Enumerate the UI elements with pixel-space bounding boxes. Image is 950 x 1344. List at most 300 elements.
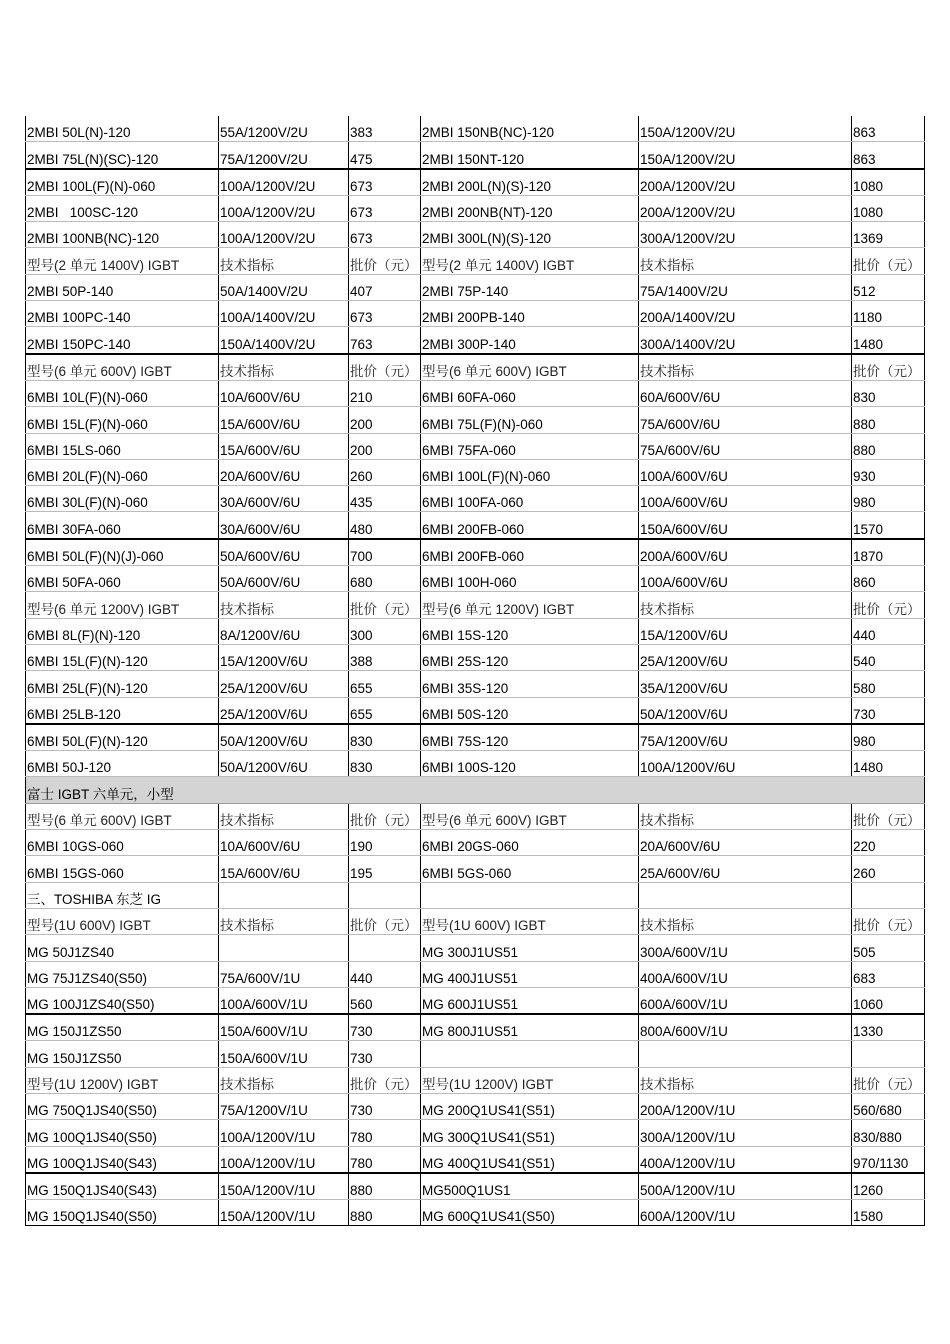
spec-cell	[639, 1041, 852, 1067]
table-row	[26, 724, 925, 751]
cell-text: 500A/1200V/1U	[640, 1183, 736, 1199]
header-cell	[852, 592, 925, 618]
cell-text: 505	[853, 944, 876, 960]
header-row	[26, 354, 925, 381]
model-cell	[421, 644, 639, 670]
spec-cell	[639, 644, 852, 670]
spec-cell	[219, 459, 349, 485]
spec-cell	[639, 987, 852, 1014]
spec-cell	[639, 301, 852, 327]
cell-text: 300	[350, 627, 373, 643]
cell-text: 6MBI 50S-120	[422, 706, 509, 722]
cell-text: 75A/1200V/1U	[220, 1103, 308, 1119]
spec-cell	[219, 407, 349, 433]
cell-text: 60A/600V/6U	[640, 390, 721, 406]
price-cell	[852, 327, 925, 354]
cell-text: 25A/1200V/6U	[220, 680, 308, 696]
cell-text: 6MBI 25L(F)(N)-120	[27, 680, 148, 696]
cell-text: 25A/1200V/6U	[220, 706, 308, 722]
cell-text: 批价（元）	[853, 257, 921, 273]
model-cell	[26, 116, 219, 142]
cell-text: 200A/1400V/2U	[640, 310, 736, 326]
model-cell	[26, 987, 219, 1014]
cell-text: 800A/600V/1U	[640, 1024, 728, 1040]
model-cell	[26, 486, 219, 512]
cell-text: 860	[853, 575, 876, 591]
cell-text: 100A/1200V/2U	[220, 205, 316, 221]
price-cell	[349, 301, 421, 327]
cell-text: 30A/600V/6U	[220, 495, 301, 511]
price-list-sheet	[25, 116, 924, 1226]
cell-text: 2MBI 150PC-140	[27, 336, 131, 352]
model-cell	[26, 459, 219, 485]
cell-text: 50A/1200V/6U	[640, 706, 728, 722]
table-row	[26, 830, 925, 856]
cell-text: 6MBI 5GS-060	[422, 865, 512, 881]
cell-text: 6MBI 50FA-060	[27, 575, 121, 591]
spec-cell	[219, 142, 349, 169]
cell-text: 673	[350, 205, 373, 221]
cell-text: 50A/600V/6U	[220, 549, 301, 565]
price-cell	[349, 222, 421, 248]
cell-text: 880	[350, 1209, 373, 1225]
model-cell	[421, 1041, 639, 1067]
price-cell	[852, 459, 925, 485]
spec-cell	[219, 116, 349, 142]
cell-text: 388	[350, 654, 373, 670]
price-cell	[349, 433, 421, 459]
price-cell	[349, 1173, 421, 1200]
cell-text: 6MBI 30FA-060	[27, 521, 121, 537]
cell-text: 1570	[853, 521, 884, 537]
spec-cell	[219, 751, 349, 777]
price-cell	[852, 512, 925, 539]
table-row	[26, 751, 925, 777]
price-cell	[349, 987, 421, 1014]
cell-text: 700	[350, 549, 373, 565]
cell-text: 6MBI 20L(F)(N)-060	[27, 469, 148, 485]
cell-text: 6MBI 10GS-060	[27, 839, 124, 855]
price-cell	[852, 195, 925, 221]
price-cell	[349, 856, 421, 882]
table-row	[26, 1120, 925, 1146]
cell-text: 830	[350, 760, 373, 776]
cell-text: MG 150J1ZS50	[27, 1050, 122, 1066]
header-cell	[639, 1067, 852, 1093]
cell-text: 15A/600V/6U	[220, 865, 301, 881]
header-cell	[349, 592, 421, 618]
spec-cell	[219, 1146, 349, 1173]
price-cell	[852, 539, 925, 566]
model-cell	[26, 512, 219, 539]
header-row	[26, 248, 925, 274]
spec-cell	[219, 856, 349, 882]
spec-cell	[219, 222, 349, 248]
spec-cell	[219, 486, 349, 512]
model-cell	[421, 142, 639, 169]
spec-cell	[219, 961, 349, 987]
cell-text: MG 200Q1US41(S51)	[422, 1103, 555, 1119]
cell-text: 6MBI 15GS-060	[27, 865, 124, 881]
cell-text: 批价（元）	[853, 601, 921, 617]
header-cell	[421, 248, 639, 274]
cell-text: 1369	[853, 231, 884, 247]
price-cell	[852, 856, 925, 882]
table-row	[26, 697, 925, 724]
model-cell	[26, 1200, 219, 1226]
cell-text: 技术指标	[220, 1076, 274, 1092]
model-cell	[421, 1014, 639, 1041]
cell-text: 6MBI 100L(F)(N)-060	[422, 469, 551, 485]
cell-text: MG 150J1ZS50	[27, 1024, 122, 1040]
model-cell	[421, 935, 639, 961]
price-cell	[852, 1120, 925, 1146]
spec-cell	[639, 1200, 852, 1226]
header-cell	[219, 592, 349, 618]
section-title-text: 富士 IGBT 六单元，小型	[27, 786, 174, 802]
spec-cell	[219, 830, 349, 856]
cell-text: 6MBI 15L(F)(N)-060	[27, 416, 148, 432]
cell-text: 技术指标	[640, 601, 694, 617]
spec-cell	[219, 1014, 349, 1041]
cell-text: 2MBI 50L(N)-120	[27, 125, 131, 141]
cell-text: 100A/600V/6U	[640, 469, 728, 485]
model-cell	[421, 882, 639, 908]
model-cell	[26, 1173, 219, 1200]
header-cell	[852, 1067, 925, 1093]
price-cell	[852, 407, 925, 433]
spec-cell	[219, 644, 349, 670]
model-cell	[26, 830, 219, 856]
spec-cell	[219, 724, 349, 751]
cell-text: MG 400Q1US41(S51)	[422, 1155, 555, 1171]
spec-cell	[639, 433, 852, 459]
header-row	[26, 803, 925, 829]
price-cell	[852, 116, 925, 142]
cell-text: 1260	[853, 1183, 884, 1199]
table-row	[26, 380, 925, 406]
price-cell	[349, 1146, 421, 1173]
header-cell	[349, 803, 421, 829]
cell-text: 2MBI 300L(N)(S)-120	[422, 231, 552, 247]
header-cell	[349, 248, 421, 274]
table-row	[26, 618, 925, 644]
model-cell	[26, 1014, 219, 1041]
cell-text: 型号(6 单元 600V) IGBT	[27, 813, 172, 829]
cell-text: 512	[853, 284, 876, 300]
spec-cell	[639, 222, 852, 248]
spec-cell	[639, 856, 852, 882]
cell-text: 2MBI 100NB(NC)-120	[27, 231, 160, 247]
price-cell	[349, 566, 421, 592]
cell-text: 2MBI 200PB-140	[422, 310, 525, 326]
cell-text: 780	[350, 1129, 373, 1145]
cell-text: 300A/1200V/1U	[640, 1129, 736, 1145]
model-cell	[421, 1146, 639, 1173]
model-cell	[26, 1041, 219, 1067]
cell-text: MG 600J1US51	[422, 997, 519, 1013]
cell-text: 技术指标	[640, 1076, 694, 1092]
spec-cell	[219, 169, 349, 196]
header-cell	[26, 354, 219, 381]
cell-text: 260	[350, 469, 373, 485]
cell-text: 30A/600V/6U	[220, 521, 301, 537]
cell-text: 673	[350, 231, 373, 247]
cell-text: 150A/1200V/2U	[640, 151, 736, 167]
model-cell	[26, 222, 219, 248]
cell-text: 75A/600V/6U	[640, 442, 721, 458]
model-cell	[421, 433, 639, 459]
cell-text: 6MBI 50L(F)(N)(J)-060	[27, 549, 164, 565]
table-row	[26, 327, 925, 354]
cell-text: MG 100Q1JS40(S43)	[27, 1155, 157, 1171]
header-cell	[639, 803, 852, 829]
cell-text: 930	[853, 469, 876, 485]
cell-text: 型号(6 单元 1200V) IGBT	[27, 601, 180, 617]
price-cell	[852, 380, 925, 406]
price-cell	[852, 222, 925, 248]
cell-text: 1480	[853, 336, 884, 352]
cell-text: 100A/1200V/1U	[220, 1129, 316, 1145]
price-cell	[349, 116, 421, 142]
price-cell	[349, 486, 421, 512]
header-cell	[349, 1067, 421, 1093]
model-cell	[26, 751, 219, 777]
model-cell	[421, 1173, 639, 1200]
table-row	[26, 116, 925, 142]
cell-text: 批价（元）	[350, 257, 418, 273]
spec-cell	[219, 935, 349, 961]
cell-text: 150A/1200V/1U	[220, 1209, 316, 1225]
spec-cell	[219, 512, 349, 539]
spec-cell	[639, 195, 852, 221]
cell-text: 6MBI 25LB-120	[27, 706, 121, 722]
cell-text: 200A/1200V/2U	[640, 178, 736, 194]
spec-cell	[219, 566, 349, 592]
header-cell	[26, 592, 219, 618]
model-cell	[421, 169, 639, 196]
table-row	[26, 539, 925, 566]
cell-text: 200A/1200V/2U	[640, 205, 736, 221]
price-cell	[349, 671, 421, 697]
cell-text: 6MBI 60FA-060	[422, 390, 516, 406]
price-cell	[349, 407, 421, 433]
table-row	[26, 671, 925, 697]
cell-text: 190	[350, 839, 373, 855]
cell-text: 6MBI 75S-120	[422, 734, 509, 750]
cell-text: 560	[350, 997, 373, 1013]
price-cell	[349, 1093, 421, 1119]
header-row	[26, 592, 925, 618]
price-cell	[852, 618, 925, 644]
spec-cell	[639, 486, 852, 512]
spec-cell	[639, 142, 852, 169]
spec-cell	[219, 697, 349, 724]
cell-text: 6MBI 200FB-060	[422, 521, 525, 537]
table-row	[26, 512, 925, 539]
price-cell	[349, 1014, 421, 1041]
cell-text: 880	[350, 1183, 373, 1199]
cell-text: 200A/600V/6U	[640, 549, 728, 565]
price-cell	[852, 751, 925, 777]
cell-text: 15A/600V/6U	[220, 442, 301, 458]
cell-text: 2MBI 200L(N)(S)-120	[422, 178, 552, 194]
cell-text: 2MBI 100PC-140	[27, 310, 131, 326]
cell-text: 730	[853, 706, 876, 722]
table-row	[26, 961, 925, 987]
cell-text: 35A/1200V/6U	[640, 680, 728, 696]
price-cell	[349, 1120, 421, 1146]
price-cell	[349, 1041, 421, 1067]
table-row	[26, 169, 925, 196]
cell-text: 100A/1200V/1U	[220, 1155, 316, 1171]
cell-text: 2MBI 75L(N)(SC)-120	[27, 151, 159, 167]
spec-cell	[639, 830, 852, 856]
cell-text: 1080	[853, 205, 884, 221]
cell-text: 970/1130	[853, 1155, 909, 1171]
spec-cell	[639, 459, 852, 485]
cell-text: 150A/1200V/2U	[640, 125, 736, 141]
model-cell	[26, 1146, 219, 1173]
cell-text: 655	[350, 706, 373, 722]
cell-text: 15A/600V/6U	[220, 416, 301, 432]
cell-text: 6MBI 100FA-060	[422, 495, 524, 511]
model-cell	[26, 566, 219, 592]
cell-text: 50A/600V/6U	[220, 575, 301, 591]
model-cell	[421, 539, 639, 566]
header-cell	[219, 248, 349, 274]
price-cell	[349, 961, 421, 987]
cell-text: 批价（元）	[853, 363, 921, 379]
cell-text: 407	[350, 284, 373, 300]
cell-text: 25A/1200V/6U	[640, 654, 728, 670]
cell-text: 型号(2 单元 1400V) IGBT	[422, 257, 575, 273]
cell-text: 540	[853, 654, 876, 670]
cell-text: 683	[853, 970, 876, 986]
cell-text: 2MBI 150NB(NC)-120	[422, 125, 555, 141]
cell-text: 6MBI 25S-120	[422, 654, 509, 670]
cell-text: 75A/600V/1U	[220, 970, 301, 986]
cell-text: 批价（元）	[350, 918, 418, 934]
table-row	[26, 459, 925, 485]
cell-text: 260	[853, 865, 876, 881]
header-cell	[349, 354, 421, 381]
model-cell	[421, 618, 639, 644]
cell-text: 100A/1400V/2U	[220, 310, 316, 326]
cell-text: 6MBI 10L(F)(N)-060	[27, 390, 148, 406]
cell-text: 15A/1200V/6U	[640, 627, 728, 643]
cell-text: 55A/1200V/2U	[220, 125, 308, 141]
cell-text: 435	[350, 495, 373, 511]
cell-text: 100A/1200V/2U	[220, 231, 316, 247]
cell-text: 440	[853, 627, 876, 643]
price-cell	[852, 724, 925, 751]
price-cell	[852, 830, 925, 856]
cell-text: 195	[350, 865, 373, 881]
cell-text: 批价（元）	[853, 918, 921, 934]
cell-text: 技术指标	[220, 257, 274, 273]
cell-text: 560/680	[853, 1103, 902, 1119]
cell-text: MG 300Q1US41(S51)	[422, 1129, 555, 1145]
spec-cell	[639, 1173, 852, 1200]
cell-text: 680	[350, 575, 373, 591]
price-cell	[852, 1146, 925, 1173]
spec-cell	[639, 169, 852, 196]
table-row	[26, 195, 925, 221]
cell-text: 型号(1U 1200V) IGBT	[27, 1076, 159, 1092]
cell-text: 580	[853, 680, 876, 696]
spec-cell	[219, 380, 349, 406]
model-cell	[421, 301, 639, 327]
cell-text: 830/880	[853, 1129, 902, 1145]
cell-text: 600A/600V/1U	[640, 997, 728, 1013]
spec-cell	[219, 1041, 349, 1067]
price-cell	[349, 142, 421, 169]
spec-cell	[639, 1120, 852, 1146]
price-cell	[349, 539, 421, 566]
cell-text: 6MBI 20GS-060	[422, 839, 519, 855]
price-cell	[349, 830, 421, 856]
cell-text: 300A/1400V/2U	[640, 336, 736, 352]
header-cell	[852, 354, 925, 381]
table-row	[26, 1200, 925, 1226]
cell-text: 863	[853, 151, 876, 167]
cell-text: 673	[350, 178, 373, 194]
table-row	[26, 274, 925, 300]
cell-text: 50A/1400V/2U	[220, 284, 308, 300]
spec-cell	[639, 697, 852, 724]
cell-text: MG 750Q1JS40(S50)	[27, 1103, 157, 1119]
cell-text: 100A/600V/6U	[640, 495, 728, 511]
cell-text: 6MBI 15L(F)(N)-120	[27, 654, 148, 670]
header-cell	[219, 908, 349, 934]
model-cell	[421, 459, 639, 485]
price-cell	[852, 987, 925, 1014]
cell-text: 220	[853, 839, 876, 855]
price-cell	[349, 274, 421, 300]
spec-cell	[639, 327, 852, 354]
table-row	[26, 486, 925, 512]
model-cell	[421, 274, 639, 300]
cell-text: 6MBI 15LS-060	[27, 442, 121, 458]
cell-text: 15A/1200V/6U	[220, 654, 308, 670]
cell-text: 673	[350, 310, 373, 326]
cell-text: 200	[350, 416, 373, 432]
cell-text: 批价（元）	[350, 813, 418, 829]
cell-text: 75A/1200V/6U	[640, 734, 728, 750]
cell-text: 20A/600V/6U	[220, 469, 301, 485]
model-cell	[421, 697, 639, 724]
cell-text: 6MBI 100H-060	[422, 575, 517, 591]
model-cell	[26, 195, 219, 221]
cell-text: 863	[853, 125, 876, 141]
cell-text: MG 75J1ZS40(S50)	[27, 970, 148, 986]
table-row	[26, 882, 925, 908]
model-cell	[421, 987, 639, 1014]
cell-text: 2MBI 150NT-120	[422, 151, 525, 167]
model-cell	[26, 697, 219, 724]
cell-text: 980	[853, 495, 876, 511]
header-row	[26, 1067, 925, 1093]
spec-cell	[219, 327, 349, 354]
price-cell	[349, 459, 421, 485]
spec-cell	[639, 512, 852, 539]
price-cell	[349, 618, 421, 644]
price-cell	[349, 512, 421, 539]
spec-cell	[219, 671, 349, 697]
cell-text: 20A/600V/6U	[640, 839, 721, 855]
cell-text: 型号(6 单元 600V) IGBT	[27, 363, 172, 379]
